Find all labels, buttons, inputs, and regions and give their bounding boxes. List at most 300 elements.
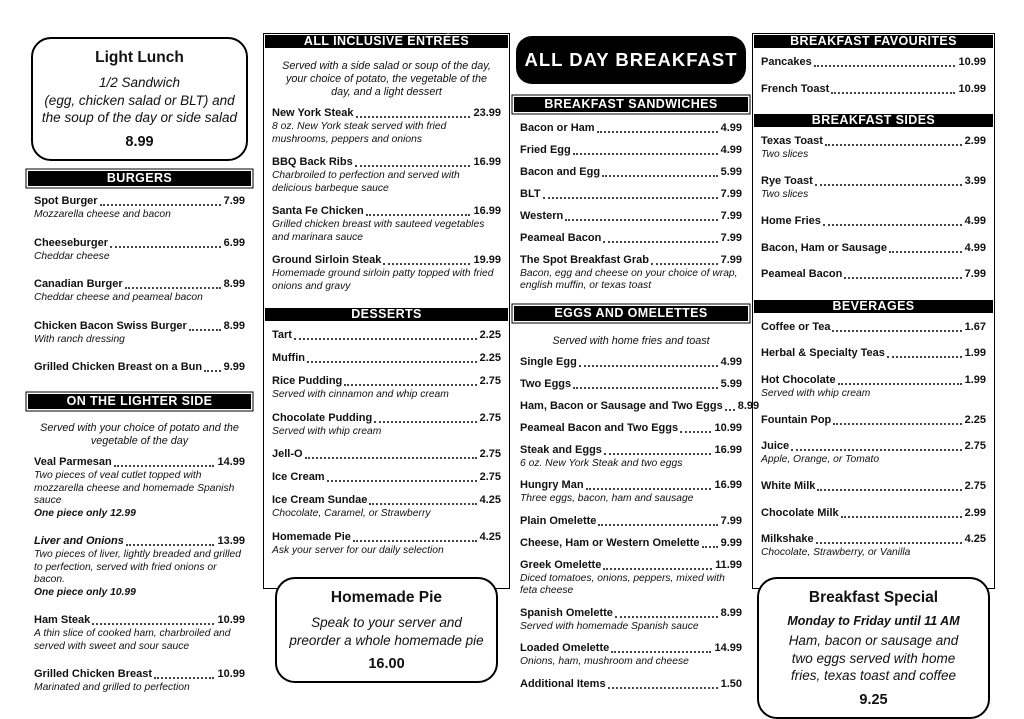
column-favourites-sides-beverages	[752, 33, 995, 708]
menu-item	[272, 494, 501, 521]
dotted-leader	[680, 431, 711, 433]
menu-item-name: Home Fries	[761, 215, 821, 227]
menu-item-name: Peameal Bacon	[761, 268, 843, 280]
menu-item	[520, 122, 742, 135]
dotted-leader	[603, 241, 717, 243]
dotted-leader	[725, 409, 735, 411]
menu-item-name: Fountain Pop	[761, 413, 832, 426]
menu-item-description: Ask your server for our daily selection	[272, 544, 444, 556]
menu-item-name: Chocolate Pudding	[272, 411, 373, 424]
dotted-leader	[889, 251, 962, 253]
menu-item	[761, 533, 986, 560]
menu-item-description: Two pieces of liver, lightly breaded and grilled to perfection, served with fried onions or bacon.	[34, 549, 242, 585]
menu-item	[520, 232, 742, 245]
menu-item	[761, 414, 986, 427]
menu-item-price: 2.25	[479, 329, 501, 341]
menu-item-note: One piece only 12.99	[34, 507, 136, 519]
menu-item-name: Bacon or Ham	[520, 121, 595, 134]
section-header-breakfast-sandwiches: BREAKFAST SANDWICHES	[514, 97, 748, 112]
dotted-leader	[838, 383, 962, 385]
menu-item-name: Additional Items	[520, 677, 606, 690]
menu-item	[272, 329, 501, 342]
section-breakfast-sandwiches	[514, 97, 748, 304]
menu-item-name: Chicken Bacon Swiss Burger	[34, 319, 187, 332]
menu-item	[272, 352, 501, 365]
menu-item-row	[761, 347, 986, 360]
dotted-leader	[579, 365, 718, 367]
dotted-leader	[92, 623, 214, 625]
menu-item-description: Charbroiled to perfection and served with delicious barbeque sauce	[272, 170, 460, 194]
menu-item-description: Cheddar cheese	[34, 250, 110, 262]
menu-item-row	[34, 237, 245, 250]
dotted-leader	[604, 453, 712, 455]
menu-item-name: Tart	[272, 329, 292, 341]
menu-item-price: 5.99	[720, 377, 742, 390]
menu-item-description: With ranch dressing	[34, 333, 125, 345]
menu-item-row	[520, 642, 742, 655]
dotted-leader	[844, 277, 961, 279]
menu-item	[34, 278, 245, 305]
section-body-eggs-and-omelettes	[514, 324, 760, 702]
menu-item-row	[34, 361, 245, 374]
menu-item	[520, 559, 742, 598]
menu-item	[34, 320, 245, 347]
menu-item-price: 2.25	[964, 413, 986, 426]
menu-item-price: 7.99	[720, 231, 742, 244]
menu-item-row	[761, 374, 986, 387]
menu-item-row	[520, 254, 742, 267]
menu-item-price: 1.67	[964, 320, 986, 333]
homemade-pie-title: Homemade Pie	[330, 589, 443, 606]
dotted-leader	[366, 214, 471, 216]
menu-item-row	[272, 531, 501, 544]
section-burgers	[28, 171, 251, 392]
menu-item-name: Liver and Onions	[34, 535, 124, 547]
menu-item-name: French Toast	[761, 82, 830, 95]
menu-item	[272, 531, 501, 558]
dotted-leader	[815, 184, 962, 186]
dotted-leader	[611, 651, 711, 653]
menu-item-name: Canadian Burger	[34, 278, 123, 290]
menu-item-price: 4.99	[720, 143, 742, 156]
menu-item-price: 7.99	[720, 514, 742, 527]
menu-item-row	[520, 188, 742, 201]
breakfast-special-text-line: Ham, bacon or sausage and	[788, 633, 959, 648]
dotted-leader	[125, 287, 221, 289]
menu-item	[761, 347, 986, 360]
menu-item-row	[761, 268, 986, 281]
menu-item-price: 10.99	[217, 614, 245, 626]
menu-item-price: 5.99	[720, 165, 742, 178]
menu-item-description: Two slices	[761, 189, 809, 200]
dotted-leader	[573, 387, 717, 389]
menu-item-price: 6.99	[223, 236, 245, 249]
section-breakfast-sides	[753, 113, 994, 297]
menu-item-row	[272, 254, 501, 267]
dotted-leader	[565, 219, 717, 221]
breakfast-special-note: Monday to Friday until 11 AM	[787, 614, 960, 628]
menu-item	[520, 378, 742, 391]
menu-item-name: Loaded Omelette	[520, 642, 610, 654]
menu-item-description: Served with whip cream	[272, 425, 382, 437]
menu-item	[520, 607, 742, 634]
menu-item-description: Chocolate, Caramel, or Strawberry	[272, 508, 431, 519]
menu-item-price: 8.99	[737, 399, 760, 412]
menu-item-name: Spot Burger	[34, 195, 98, 207]
section-header-beverages: BEVERAGES	[753, 299, 994, 314]
light-lunch-text-line: the soup of the day or side salad	[41, 110, 238, 125]
menu-item-price: 14.99	[217, 456, 245, 468]
menu-item-price: 2.75	[479, 375, 501, 387]
menu-item-name: Ham, Bacon or Sausage and Two Eggs	[520, 399, 723, 412]
menu-item-name: Fried Egg	[520, 143, 571, 156]
section-body-burgers	[28, 188, 251, 391]
menu-item-row	[761, 56, 986, 69]
menu-item	[520, 642, 742, 669]
menu-item-row	[272, 375, 501, 388]
dotted-leader	[702, 546, 718, 548]
menu-item-name: Grilled Chicken Breast	[34, 668, 152, 680]
menu-item-name: Santa Fe Chicken	[272, 205, 364, 217]
menu-item-name: Spanish Omelette	[520, 606, 613, 619]
section-body-desserts	[264, 322, 509, 569]
menu-item-name: Plain Omelette	[520, 514, 597, 527]
homemade-pie-box	[275, 577, 498, 683]
dotted-leader	[383, 263, 470, 265]
menu-item-description: Served with homemade Spanish sauce	[520, 620, 699, 632]
menu-item-price: 3.99	[964, 175, 986, 187]
menu-item-name: BBQ Back Ribs	[272, 156, 353, 168]
section-header-breakfast-sides: BREAKFAST SIDES	[753, 113, 994, 128]
menu-item-name: The Spot Breakfast Grab	[520, 253, 649, 266]
menu-item-name: Jell-O	[272, 448, 303, 460]
menu-item-name: Hungry Man	[520, 479, 584, 491]
menu-item	[761, 83, 986, 96]
menu-item-price: 23.99	[473, 107, 501, 119]
menu-item-name: Hot Chocolate	[761, 373, 836, 386]
menu-item	[34, 361, 245, 374]
menu-item-price: 2.99	[964, 506, 986, 519]
section-header-desserts: DESSERTS	[264, 307, 509, 322]
light-lunch-text-line: (egg, chicken salad or BLT) and	[44, 92, 235, 108]
menu-item-row	[34, 320, 245, 333]
menu-item	[34, 237, 245, 264]
dotted-leader	[307, 361, 477, 363]
dotted-leader	[814, 65, 956, 67]
dotted-leader	[831, 92, 955, 94]
menu-item-name: Steak and Eggs	[520, 443, 602, 456]
dotted-leader	[543, 197, 718, 199]
section-subtitle: Served with a side salad or soup of the day, your choice of potato, the vegetable of the day, and a light dessert	[282, 60, 491, 98]
menu-item-description: Apple, Orange, or Tomato	[761, 454, 880, 465]
dotted-leader	[816, 542, 962, 544]
menu-item-price: 16.99	[714, 443, 742, 456]
menu-item-row	[520, 515, 742, 528]
menu-item	[34, 195, 245, 222]
dotted-leader	[369, 503, 476, 505]
menu-item	[34, 456, 245, 520]
menu-item-note: One piece only 10.99	[34, 586, 136, 598]
menu-item-name: Greek Omelette	[520, 558, 602, 571]
menu-item-row	[520, 537, 742, 550]
menu-item	[520, 678, 742, 691]
light-lunch-text-line: 1/2 Sandwich	[98, 75, 181, 90]
light-lunch-title: Light Lunch	[95, 49, 184, 66]
menu-item-price: 2.75	[479, 448, 501, 460]
menu-item-name: Ice Cream Sundae	[272, 494, 368, 506]
menu-item-row	[520, 122, 742, 135]
menu-item	[520, 422, 742, 435]
menu-item-name: Ground Sirloin Steak	[272, 254, 382, 266]
menu-item	[520, 210, 742, 223]
menu-item-price: 1.99	[964, 347, 986, 359]
menu-item-name: Coffee or Tea	[761, 320, 831, 333]
menu-item-price: 10.99	[958, 56, 986, 68]
menu-item-name: Bacon, Ham or Sausage	[761, 241, 887, 254]
menu-item-row	[272, 494, 501, 507]
breakfast-special-price: 9.25	[859, 691, 888, 708]
column-entrees-desserts	[263, 33, 510, 672]
menu-item	[34, 614, 245, 653]
menu-item-price: 7.99	[223, 195, 245, 207]
menu-item-row	[761, 242, 986, 255]
menu-item-description: Chocolate, Strawberry, or Vanilla	[761, 547, 911, 558]
menu-item-row	[272, 107, 501, 120]
dotted-leader	[374, 421, 476, 423]
menu-item-price: 16.99	[473, 205, 501, 217]
dotted-leader	[791, 449, 961, 451]
menu-item-price: 14.99	[714, 642, 742, 654]
menu-item-name: Rye Toast	[761, 175, 813, 187]
menu-item-row	[34, 535, 245, 548]
section-body-breakfast-favourites	[753, 49, 994, 111]
menu-item-name: Ham Steak	[34, 614, 91, 626]
section-subtitle: Served with home fries and toast	[552, 334, 710, 347]
menu-item-description: Bacon, egg and cheese on your choice of wrap, english muffin, or texas toast	[520, 267, 738, 291]
menu-item-row	[761, 507, 986, 520]
menu-item	[520, 144, 742, 157]
dotted-leader	[126, 544, 215, 546]
menu-item	[761, 321, 986, 334]
dotted-leader	[832, 330, 961, 332]
menu-item-price: 7.99	[720, 253, 742, 266]
menu-item-name: Peameal Bacon and Two Eggs	[520, 421, 679, 434]
menu-item-name: Ice Cream	[272, 471, 325, 483]
light-lunch-box	[31, 37, 248, 161]
menu-item-description: Two pieces of veal cutlet topped with mozzarella cheese and homemade Spanish sauce	[34, 470, 235, 506]
menu-item	[761, 215, 986, 228]
breakfast-special-text-line: two eggs served with home	[791, 650, 956, 666]
menu-item-price: 16.99	[473, 156, 501, 168]
menu-item-price: 2.25	[479, 352, 501, 364]
section-header-on-the-lighter-side: ON THE LIGHTER SIDE	[28, 394, 251, 409]
menu-item-row	[34, 614, 245, 627]
menu-item-name: Pancakes	[761, 56, 812, 68]
menu-item-row	[761, 321, 986, 334]
menu-item-price: 4.99	[964, 241, 986, 254]
menu-item-name: Western	[520, 209, 564, 222]
section-header-all-inclusive-entrees: ALL INCLUSIVE ENTRÉES	[264, 34, 509, 49]
menu-item-name: BLT	[520, 187, 541, 200]
menu-item	[761, 440, 986, 467]
menu-item-description: Diced tomatoes, onions, peppers, mixed with feta cheese	[520, 572, 725, 596]
menu-item-price: 2.75	[964, 480, 986, 492]
menu-item-price: 10.99	[958, 82, 986, 95]
menu-item-price: 1.99	[964, 373, 986, 386]
menu-item-row	[520, 356, 742, 369]
menu-item-name: Chocolate Milk	[761, 506, 839, 519]
menu-item-row	[272, 352, 501, 365]
dotted-leader	[608, 687, 718, 689]
dotted-leader	[189, 329, 221, 331]
menu-item	[761, 135, 986, 162]
menu-item-row	[272, 156, 501, 169]
column-breakfast	[514, 33, 760, 704]
homemade-pie-text-line: Speak to your server and	[311, 615, 462, 630]
homemade-pie-text-line: preorder a whole homemade pie	[289, 632, 484, 648]
section-header-burgers: BURGERS	[28, 171, 251, 186]
dotted-leader	[841, 516, 962, 518]
menu-item	[520, 399, 760, 413]
menu-item-price: 4.25	[964, 533, 986, 545]
dotted-leader	[110, 246, 221, 248]
menu-item-name: Cheese, Ham or Western Omelette	[520, 536, 700, 549]
menu-item-price: 10.99	[217, 668, 245, 680]
menu-item-description: A thin slice of cooked ham, charbroiled and served with sweet and sour sauce	[34, 628, 231, 652]
menu-item	[272, 471, 501, 484]
menu-item-row	[761, 215, 986, 228]
menu-item-row	[520, 210, 742, 223]
menu-item-row	[520, 144, 742, 157]
dotted-leader	[817, 489, 961, 491]
section-header-breakfast-favourites: BREAKFAST FAVOURITES	[753, 34, 994, 49]
section-header-eggs-and-omelettes: EGGS AND OMELETTES	[514, 306, 748, 321]
menu-item-description: Cheddar cheese and peameal bacon	[34, 292, 203, 303]
menu-item-price: 16.99	[714, 479, 742, 491]
menu-item	[272, 254, 501, 293]
menu-item-description: Onions, ham, mushroom and cheese	[520, 656, 689, 667]
dotted-leader	[305, 457, 477, 459]
menu-item	[520, 515, 742, 528]
menu-item-price: 4.25	[479, 494, 501, 506]
menu-item-name: Veal Parmesan	[34, 456, 112, 468]
section-subtitle: Served with your choice of potato and the vegetable of the day	[40, 422, 239, 447]
menu-item-row	[520, 399, 760, 413]
menu-item	[761, 480, 986, 493]
menu-item-price: 8.99	[223, 278, 245, 290]
breakfast-special-box	[757, 577, 990, 719]
menu-item-description: Served with cinnamon and whip cream	[272, 389, 449, 400]
menu-item	[272, 375, 501, 402]
section-body-on-the-lighter-side	[28, 411, 251, 712]
menu-item-price: 7.99	[720, 209, 742, 222]
menu-item-price: 1.50	[720, 677, 742, 690]
dotted-leader	[823, 224, 962, 226]
homemade-pie-price: 16.00	[368, 656, 405, 672]
menu-item-price: 8.99	[223, 319, 245, 332]
dotted-leader	[356, 116, 471, 118]
menu-item	[272, 156, 501, 195]
column-lunch	[28, 33, 251, 714]
section-all-inclusive-entrees	[264, 34, 509, 305]
menu-item-row	[34, 456, 245, 469]
section-beverages	[753, 299, 994, 576]
menu-item-description: Homemade ground sirloin patty topped with fried onions and gravy	[272, 268, 494, 292]
dotted-leader	[204, 370, 220, 372]
menu-item-row	[520, 232, 742, 245]
menu-item	[272, 107, 501, 146]
menu-item-row	[34, 278, 245, 291]
menu-item-row	[520, 378, 742, 391]
menu-item-row	[520, 607, 742, 620]
menu-item	[761, 242, 986, 255]
menu-item-row	[520, 166, 742, 179]
menu-item	[520, 537, 742, 550]
section-breakfast-favourites	[753, 34, 994, 111]
dotted-leader	[603, 568, 712, 570]
menu-item-name: Peameal Bacon	[520, 231, 602, 244]
menu-item	[520, 444, 742, 471]
menu-item-price: 2.99	[964, 135, 986, 147]
dotted-leader	[355, 165, 471, 167]
menu-item-row	[520, 559, 742, 572]
menu-item-price: 10.99	[714, 421, 742, 434]
all-day-breakfast-banner: ALL DAY BREAKFAST	[516, 36, 746, 84]
menu-item-price: 11.99	[715, 558, 742, 571]
menu-item	[272, 448, 501, 461]
menu-item-name: Juice	[761, 440, 790, 452]
menu-item-name: Bacon and Egg	[520, 165, 601, 178]
dotted-leader	[598, 524, 717, 526]
light-lunch-price: 8.99	[125, 133, 154, 150]
menu-item-description: Served with whip cream	[761, 387, 871, 399]
dotted-leader	[294, 338, 477, 340]
menu-item-row	[520, 422, 742, 435]
menu-item-row	[520, 479, 742, 492]
menu-item-row	[272, 412, 501, 425]
dotted-leader	[114, 465, 215, 467]
menu-item	[520, 356, 742, 369]
menu-item	[761, 175, 986, 202]
dotted-leader	[887, 356, 962, 358]
breakfast-special-title: Breakfast Special	[808, 589, 939, 606]
dotted-leader	[154, 677, 214, 679]
dotted-leader	[833, 423, 961, 425]
dotted-leader	[586, 488, 712, 490]
menu-item-name: Grilled Chicken Breast on a Bun	[34, 361, 203, 373]
menu-item	[520, 479, 742, 506]
section-body-all-inclusive-entrees	[264, 49, 509, 305]
menu-item-row	[272, 471, 501, 484]
menu-item-row	[761, 533, 986, 546]
menu-item	[520, 166, 742, 179]
dotted-leader	[344, 384, 476, 386]
menu-item-description: Three eggs, bacon, ham and sausage	[520, 493, 694, 504]
menu-item-row	[761, 414, 986, 427]
dotted-leader	[825, 144, 962, 146]
menu-item-row	[761, 480, 986, 493]
menu-item-row	[761, 175, 986, 188]
menu-item-description: 8 oz. New York steak served with fried mushrooms, peppers and onions	[272, 121, 447, 145]
breakfast-special-text-line: fries, texas toast and coffee	[790, 668, 957, 683]
menu-item-price: 19.99	[473, 254, 501, 266]
menu-item-name: Single Egg	[520, 355, 577, 368]
menu-item-description: 6 oz. New York Steak and two eggs	[520, 457, 683, 469]
menu-item	[761, 374, 986, 401]
menu-item-row	[34, 195, 245, 208]
menu-item-name: New York Steak	[272, 107, 354, 119]
section-body-breakfast-sides	[753, 128, 994, 297]
